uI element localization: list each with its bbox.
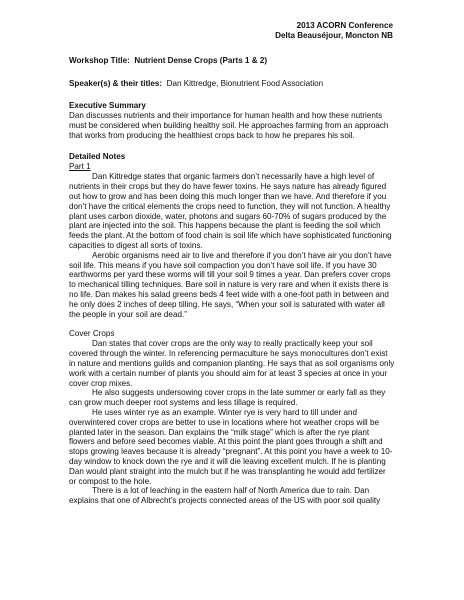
executive-summary-text: Dan discusses nutrients and their importance for human health and how these nutrients must be considered when building healthy soil. He approaches farming from an approach that works from producing the healthiest crops back to how he prepares his soil. (69, 111, 389, 140)
body-paragraph: He also suggests undersowing cover crops in the late summer or early fall as they can grow much deeper root systems and less tillage is required. (69, 388, 386, 408)
body-paragraph: Dan Kittredge states that organic farmers don’t necessarily have a high level of nutrients in their crops but they do have fewer toxins. He says nature has already figured out how to grow and has been doing this much longer than we have. And therefore if you don’t have the critical elements the crops need to function, they will not function. A healthy plant uses carbon dioxide, water, photons and sugars 60-70% of sugars produced by the plant are injected into the soil. This happens because the plant is feeding the soil which feeds the plant. At the bottom of food chain is soil life which have sophisticated functioning capacities to digest all sorts of toxins. (69, 172, 392, 250)
part-1-label: Part 1 (69, 162, 91, 172)
body-paragraph: He uses winter rye as an example. Winter rye is very hard to till under and overwintered cover crops are better to use in locations where hot weather crops will be planted later in the season. Dan explains the “milk stage” which is after the rye plant flowers and before seed becomes viable. At this point the plant goes through a shift and stops growing leaves because it is already “pregnant”. At this point you have a week to 10-day window to knock down the rye and it will die leaving excellent mulch. If he is planting Dan would plant straight into the mulch but if he was transplanting he would add fertilizer or compost to the hole. (69, 407, 393, 486)
conference-location: Delta Beauséjour, Moncton NB (275, 31, 393, 40)
detailed-notes-heading: Detailed Notes (69, 152, 126, 162)
workshop-title-value: Nutrient Dense Crops (Parts 1 & 2) (134, 56, 268, 65)
workshop-title-line (69, 56, 395, 66)
speaker-line (69, 79, 395, 89)
body-paragraph: Aerobic organisms need air to live and therefore if you don’t have air you don’t have soil life. This means if you have soil compaction you don’t have soil life. If you have 30 earthworms per yard these worms will till your soil 9 times a year. Dan prefers cover crops to mechanical tilling techniques. Bare soil in nature is very rare and when it exists there is no life. Dan makes his salad greens beds 4 feet wide with a one-foot path in between and he only does 2 inches of deep tilling. He says, “When your soil is saturated with water all the people in your soil are dead.” (69, 250, 392, 319)
conference-name: 2013 ACORN Conference (296, 21, 393, 30)
body-paragraph: There is a lot of leaching in the eastern half of North America due to rain. Dan explains that one of Albrecht’s projects connected areas of the US with poor soil quality (69, 486, 381, 506)
executive-summary-heading: Executive Summary (69, 101, 146, 110)
body-paragraph: Dan states that cover crops are the only way to really practically keep your soil covered through the winter. In referencing permaculture he says monocultures don’t exist in nature and mentions guilds and companion planting. He says that as soil organisms only work with a certain number of plants you should aim for at least 3 species at once in your cover crop mixes. (69, 339, 395, 388)
speaker-label: Speaker(s) & their titles: (69, 79, 163, 88)
speaker-value: Dan Kittredge, Bionutrient Food Association (166, 79, 324, 88)
workshop-title-label: Workshop Title: (69, 56, 130, 65)
cover-crops-heading: Cover Crops (69, 329, 115, 339)
